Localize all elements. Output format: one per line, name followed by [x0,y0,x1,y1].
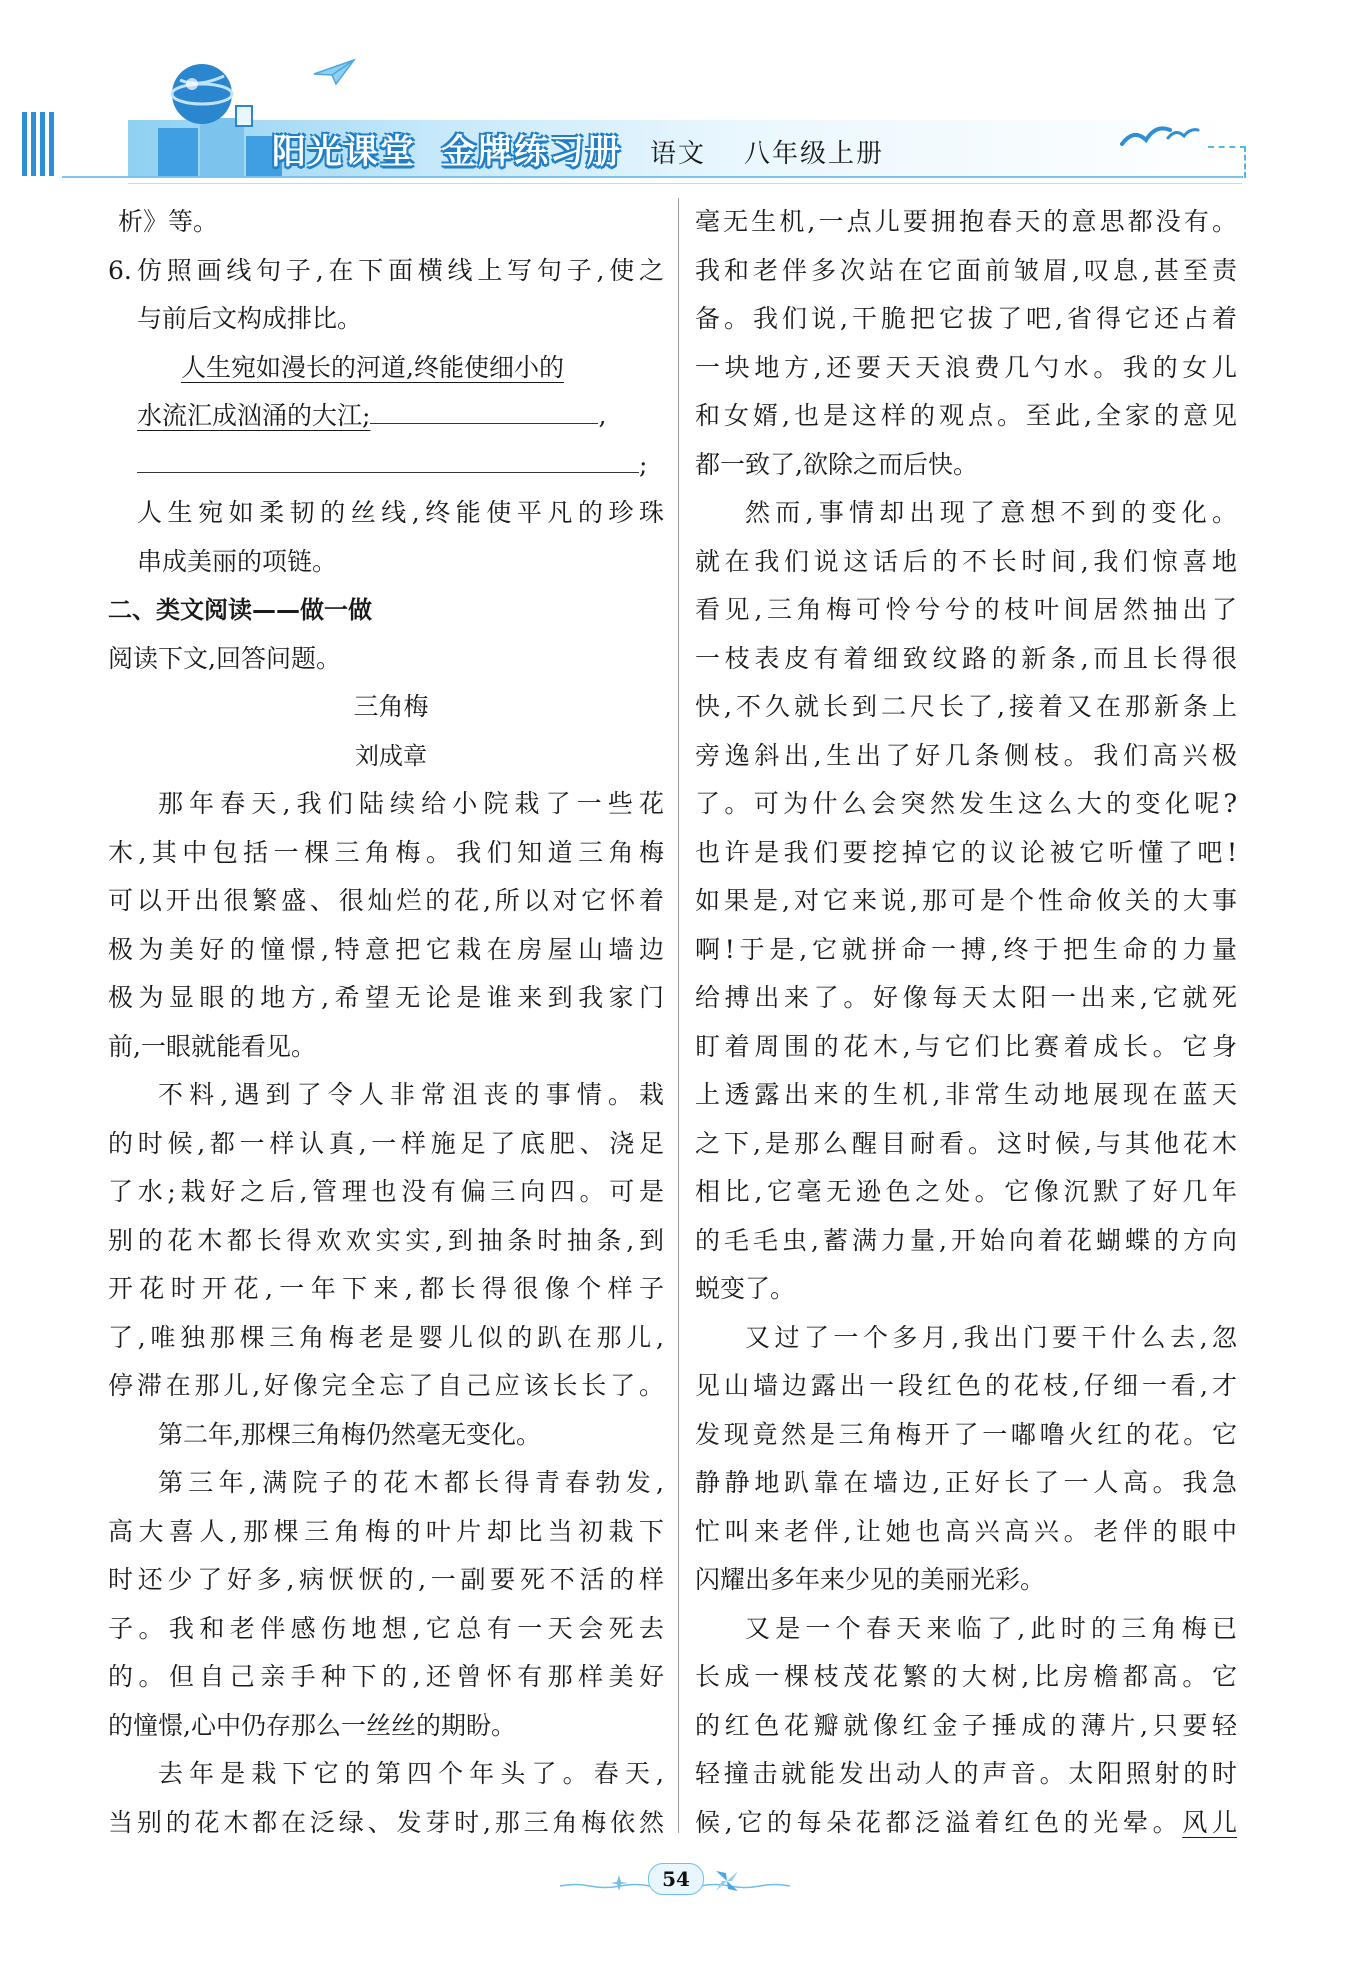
globe-books-logo-icon [140,58,290,178]
text-line: 蜕变了。 [695,1274,796,1303]
text-line: 子。我和老伴感伤地想,它总有一天会死去 [108,1613,664,1643]
text-line: 静静地趴靠在墙边,正好长了一人高。我急 [695,1468,1237,1497]
text-line: 就在我们说这话后的不长时间,我们惊喜地 [695,546,1237,576]
model-sentence-line1 [108,344,664,393]
paragraph [108,1411,664,1460]
text-line: 开花时开花,一年下来,都长得很像个样子 [108,1274,664,1303]
paragraph [695,1314,1237,1605]
text-line: 了。可为什么会突然发生这么大的变化呢? [695,789,1237,818]
blank-punct-1: , [598,401,607,430]
text-line: 都一致了,欲除之而后快。 [695,449,978,479]
sparkle-icon [604,1873,634,1893]
text-line: 也许是我们要挖掉它的议论被它听懂了吧! [695,837,1237,867]
model-sentence-line2 [108,392,664,441]
page-footer [560,1853,790,1903]
text-line: 了水;栽好之后,管理也没有偏三向四。可是 [108,1177,664,1206]
text-line: 当别的花木都在泛绿、发芽时,那三角梅依然 [108,1807,664,1837]
text-line: 第二年,那棵三角梅仍然毫无变化。 [158,1419,541,1449]
paragraph [108,1459,664,1750]
model-sentence-underlined: 人生宛如漫长的河道,终能使细小的 [181,352,564,382]
text-line: 看见,三角梅可怜兮兮的枝叶间居然抽出了 [695,595,1237,624]
right-column [695,198,1237,1847]
text-line: 不料,遇到了令人非常沮丧的事情。栽 [158,1080,664,1109]
text-line: 木,其中包括一棵三角梅。我们知道三角梅 [108,837,664,867]
text-line: 的毛毛虫,蓄满力量,开始向着花蝴蝶的方向 [695,1225,1237,1255]
article-title: 三角梅 [353,692,429,721]
paragraph [108,780,664,1071]
text-line: 的红色花瓣就像红金子捶成的薄片,只要轻 [695,1710,1237,1740]
paragraph [695,198,1237,489]
text-line: 那年春天,我们陆续给小院栽了一些花 [158,789,664,818]
left-column [108,198,664,1847]
underlined-phrase: 风儿 [1182,1807,1237,1837]
text-line: 轻撞击就能发出动人的声音。太阳照射的时 [695,1759,1237,1788]
reading-instruction: 阅读下文,回答问题。 [108,643,341,673]
header-corner-ornament [1208,146,1246,178]
paragraph [108,1750,664,1847]
text-line: 相比,它毫无逊色之处。它像沉默了好几年 [695,1177,1237,1206]
blank-punct-2: ; [639,449,648,479]
text-line: 停滞在那儿,好像完全忘了自己应该长长了。 [108,1371,664,1400]
text-line: 备。我们说,干脆把它拔了吧,省得它还占着 [695,304,1237,333]
grade-label: 八年级上册 [744,139,885,169]
text-line: 了,唯独那棵三角梅老是婴儿似的趴在那儿, [108,1322,664,1352]
article-author: 刘成章 [355,741,427,770]
model-sentence-underlined-2: 水流汇成汹涌的大江; [137,401,371,430]
section-heading: 二、类文阅读——做一做 [108,596,372,624]
text-line: 又过了一个多月,我出门要干什么去,忽 [745,1322,1237,1352]
article-body-left [108,780,664,1847]
text-line: 一枝表皮有着细致纹路的新条,而且长得很 [695,643,1237,673]
continuation-text: 析》等。 [118,207,219,236]
text-line: 闪耀出多年来少见的美丽光彩。 [695,1565,1046,1594]
column-divider [678,198,679,1833]
text-line: 别的花木都长得欢欢实实,到抽条时抽条,到 [108,1225,664,1255]
answer-blank-1[interactable] [370,401,598,425]
question-6 [108,247,664,684]
text-line: 见山墙边露出一段红色的花枝,仔细一看,才 [695,1371,1237,1400]
subject-label: 语文 [650,139,707,169]
text-line: 和女婿,也是这样的观点。至此,全家的意见 [695,401,1237,430]
text-line: 之下,是那么醒目耐看。这时候,与其他花木 [695,1128,1237,1158]
text-line: 上透露出来的生机,非常生动地展现在蓝天 [695,1080,1237,1109]
text-line: 毫无生机,一点儿要拥抱春天的意思都没有。 [695,207,1237,236]
header-stripes [22,112,56,176]
text-line [695,1799,1237,1848]
text-line: 然而,事情却出现了意想不到的变化。 [745,498,1237,527]
text-line: 高大喜人,那棵三角梅的叶片却比当初栽下 [108,1516,664,1546]
text-line: 发现竟然是三角梅开了一嘟噜火红的花。它 [695,1419,1237,1449]
follow-sentence-line1: 人生宛如柔韧的丝线,终能使平凡的珍珠 [137,498,664,527]
text-line: 去年是栽下它的第四个年头了。春天, [158,1759,664,1788]
header-rule-thin [128,183,1242,184]
page-number: 54 [648,1863,704,1895]
text-line: 的。但自己亲手种下的,还曾怀有那样美好 [108,1662,664,1691]
text-line: 长成一棵枝茂花繁的大树,比房檐都高。它 [695,1662,1237,1691]
text-line: 给搏出来了。好像每天太阳一出来,它就死 [695,983,1237,1012]
page-header [0,0,1350,200]
text-line: 的时候,都一样认真,一样施足了底肥、浇足 [108,1128,664,1158]
text-line-body: 候,它的每朵花都泛溢着红色的光晕。 [695,1807,1183,1837]
text-line: 盯着周围的花木,与它们比赛着成长。它身 [695,1031,1237,1061]
text-line: 时还少了好多,病恹恹的,一副要死不活的样 [108,1565,664,1594]
answer-line-2 [108,441,664,490]
text-line: 可以开出很繁盛、很灿烂的花,所以对它怀着 [108,886,664,915]
pinwheel-icon [710,1867,744,1895]
text-line: 一块地方,还要天天浪费几勺水。我的女儿 [695,352,1237,382]
text-line: 如果是,对它来说,那可是个性命攸关的大事 [695,886,1237,915]
seagulls-icon [1118,116,1202,156]
text-line: 第三年,满院子的花木都长得青春勃发, [158,1468,664,1497]
answer-blank-2[interactable] [137,449,639,473]
text-line: 极为美好的憧憬,特意把它栽在房屋山墙边 [108,934,664,964]
paragraph [695,1605,1237,1848]
text-line: 前,一眼就能看见。 [108,1031,316,1061]
text-line: 啊!于是,它就拼命一搏,终于把生命的力量 [695,934,1237,964]
text-line: 极为显眼的地方,希望无论是谁来到我家门 [108,983,664,1012]
question-prompt-line2: 与前后文构成排比。 [137,304,363,333]
paper-plane-icon [312,58,356,86]
question-prompt-line [108,247,664,296]
paragraph [695,489,1237,1314]
text-line: 快,不久就长到二尺长了,接着又在那新条上 [695,692,1237,721]
question-number: 6. [108,255,132,285]
question-prompt-text: 仿照画线句子,在下面横线上写句子,使之 [137,255,664,285]
text-line: 又是一个春天来临了,此时的三角梅已 [745,1613,1237,1643]
follow-sentence-line2: 串成美丽的项链。 [137,546,338,576]
text-line: 旁逸斜出,生出了好几条侧枝。我们高兴极 [695,740,1237,770]
brand-title-part2: 金牌练习册 [442,132,622,172]
brand-title-part1: 阳光课堂 [272,132,416,172]
text-line: 我和老伴多次站在它面前皱眉,叹息,甚至责 [695,255,1237,285]
text-line: 的憧憬,心中仍存那么一丝丝的期盼。 [108,1710,516,1740]
text-line: 忙叫来老伴,让她也高兴高兴。老伴的眼中 [695,1516,1237,1546]
paragraph [108,1071,664,1411]
